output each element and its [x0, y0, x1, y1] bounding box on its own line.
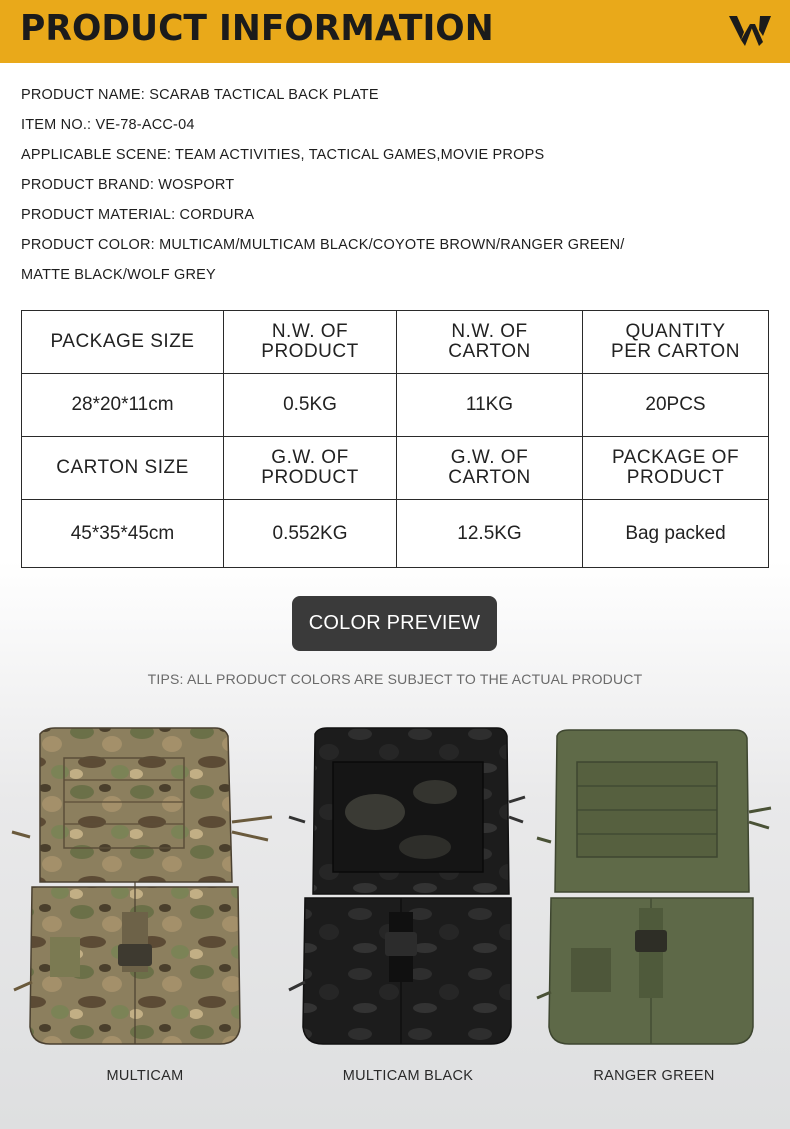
info-product-brand: PRODUCT BRAND: WOSPORT — [21, 177, 235, 193]
color-preview-button[interactable]: COLOR PREVIEW — [292, 596, 497, 651]
tips-text: TIPS: ALL PRODUCT COLORS ARE SUBJECT TO THE ACTUAL PRODUCT — [147, 671, 643, 687]
table-header-cell: CARTON SIZE — [22, 437, 224, 500]
table-header-cell: QUANTITY PER CARTON — [583, 311, 769, 374]
multicam-black-bag-image — [285, 722, 530, 1052]
table-header-cell: G.W. OF CARTON — [397, 437, 583, 500]
page-title: PRODUCT INFORMATION — [20, 8, 494, 49]
table-header-cell: N.W. OF CARTON — [397, 311, 583, 374]
spec-table — [21, 310, 769, 568]
table-cell: 28*20*11cm — [22, 374, 224, 437]
table-cell: 20PCS — [583, 374, 769, 437]
multicam-bag-image — [10, 722, 280, 1052]
info-applicable-scene: APPLICABLE SCENE: TEAM ACTIVITIES, TACTICAL GAMES,MOVIE PROPS — [21, 147, 545, 163]
product-info — [21, 86, 771, 296]
table-header-cell: G.W. OF PRODUCT — [224, 437, 397, 500]
product-label-multicam: MULTICAM — [106, 1068, 184, 1084]
table-header-row — [22, 311, 769, 374]
table-cell: 0.5KG — [224, 374, 397, 437]
table-row — [22, 500, 769, 568]
header-bar — [0, 0, 790, 63]
info-product-material: PRODUCT MATERIAL: CORDURA — [21, 207, 255, 223]
table-cell: 11KG — [397, 374, 583, 437]
table-cell: 12.5KG — [397, 500, 583, 568]
table-cell: 45*35*45cm — [22, 500, 224, 568]
product-label-multicam-black: MULTICAM BLACK — [342, 1068, 474, 1084]
ranger-green-bag-image — [535, 722, 780, 1052]
info-product-color-cont: MATTE BLACK/WOLF GREY — [21, 267, 216, 283]
wosport-logo-icon — [727, 12, 773, 50]
table-header-row — [22, 437, 769, 500]
table-cell: 0.552KG — [224, 500, 397, 568]
product-label-ranger-green: RANGER GREEN — [593, 1068, 715, 1084]
info-product-color: PRODUCT COLOR: MULTICAM/MULTICAM BLACK/COYOTE BROWN/RANGER GREEN/ — [21, 237, 625, 253]
info-product-name: PRODUCT NAME: SCARAB TACTICAL BACK PLATE — [21, 87, 379, 103]
table-header-cell: N.W. OF PRODUCT — [224, 311, 397, 374]
table-cell: Bag packed — [583, 500, 769, 568]
info-item-no: ITEM NO.: VE-78-ACC-04 — [21, 117, 195, 133]
table-header-cell: PACKAGE SIZE — [22, 311, 224, 374]
table-row — [22, 374, 769, 437]
table-header-cell: PACKAGE OF PRODUCT — [583, 437, 769, 500]
